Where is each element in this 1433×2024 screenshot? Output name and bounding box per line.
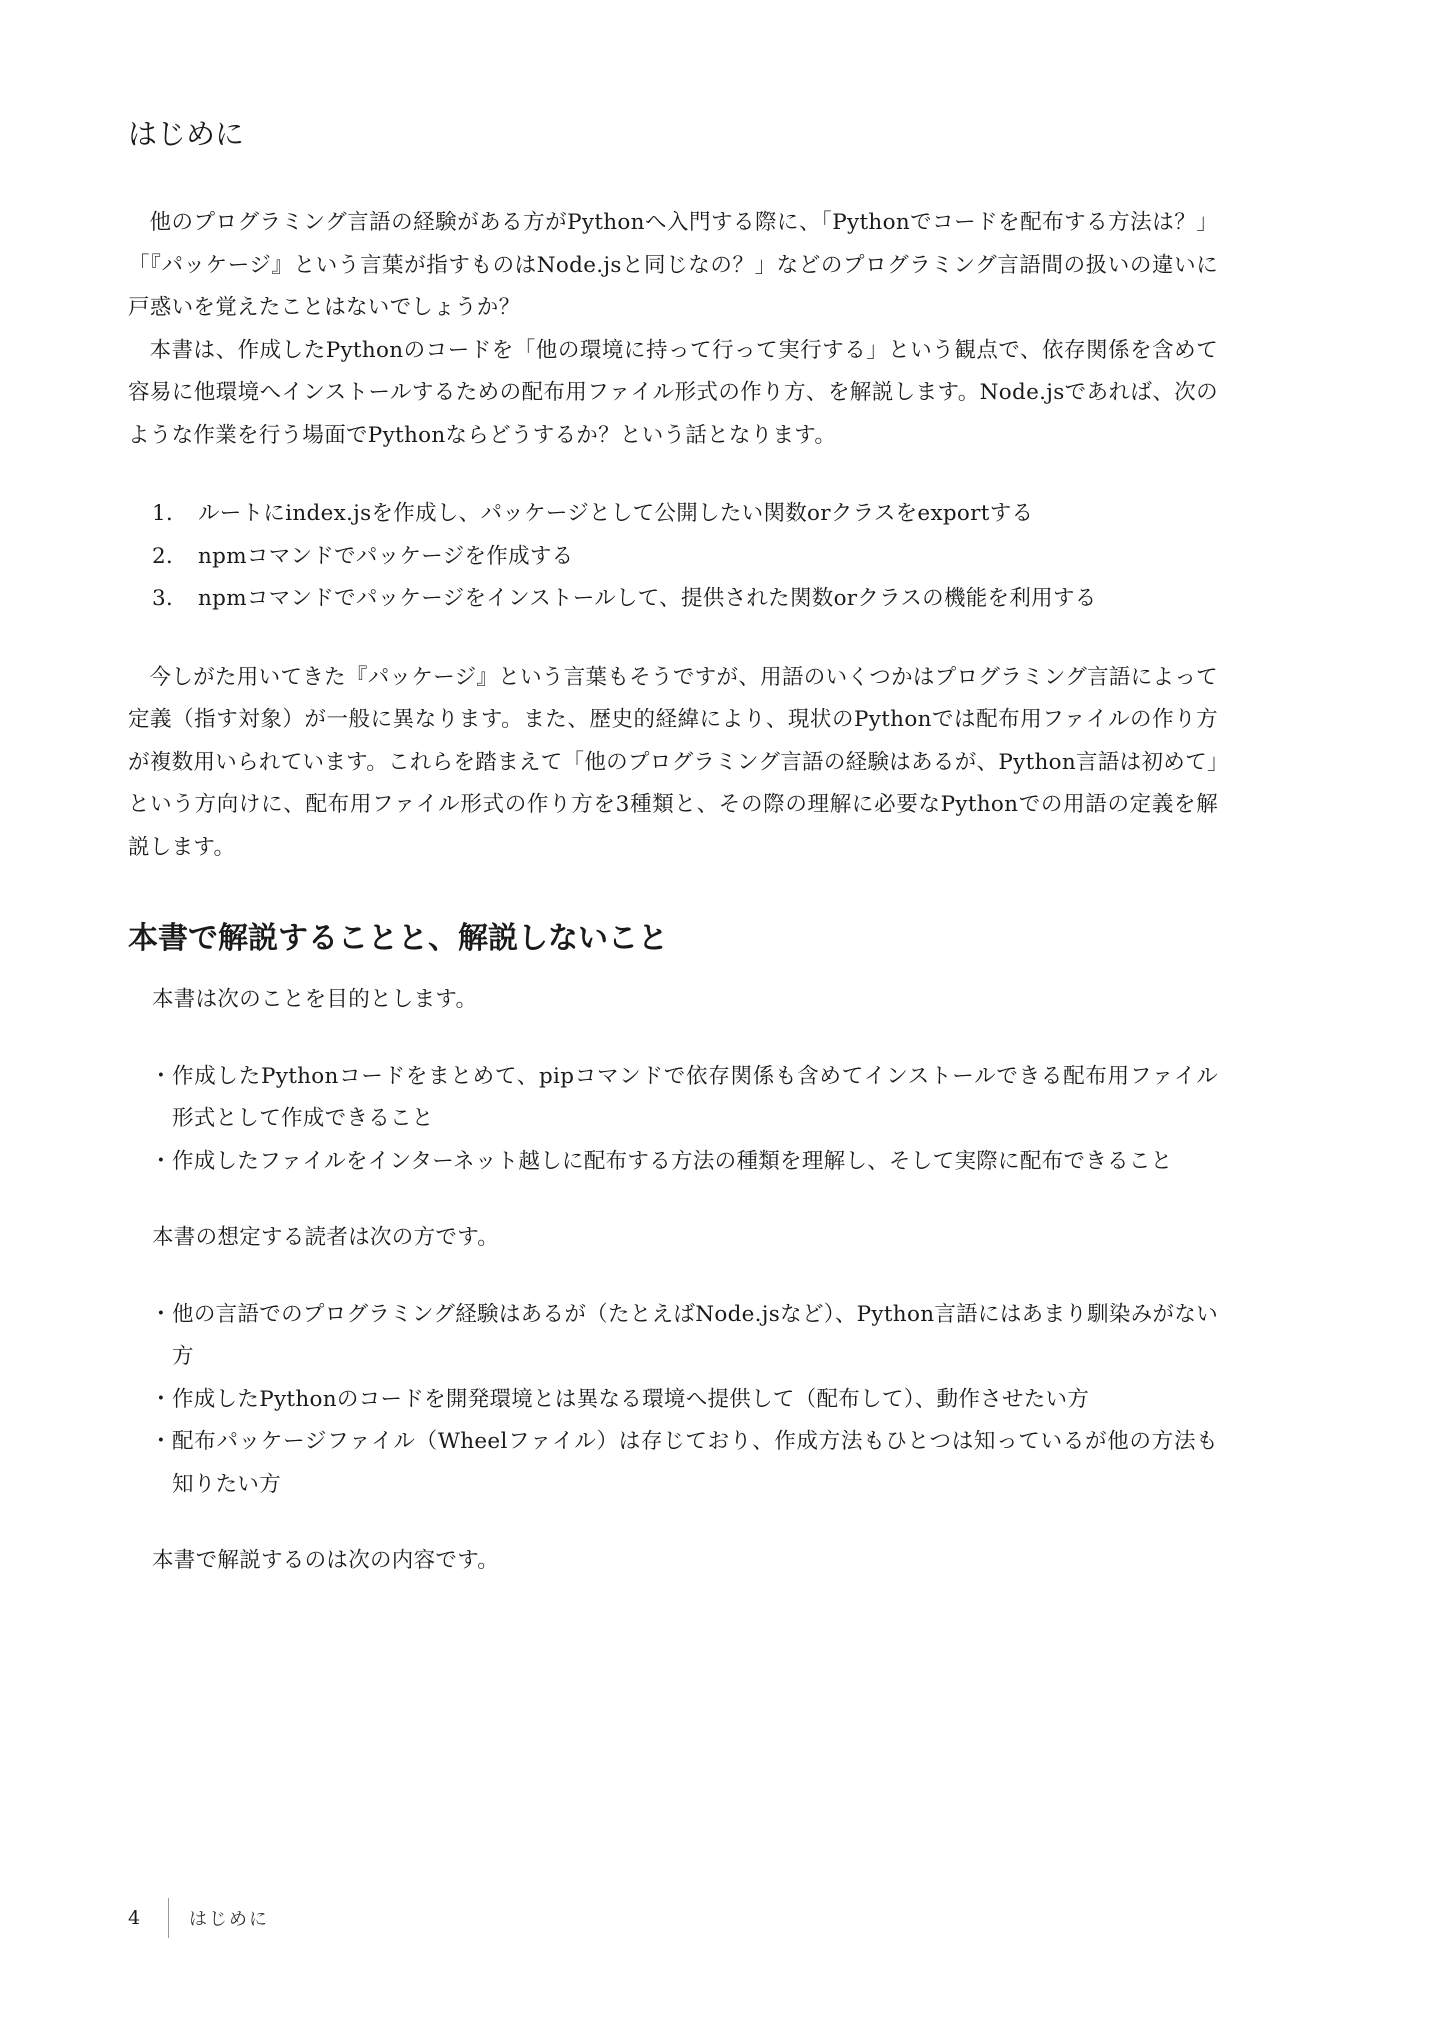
running-title: はじめに [189, 1909, 269, 1930]
readers-lead: 本書の想定する読者は次の方です。 [152, 1225, 500, 1250]
terms-paragraph: 今しがた用いてきた『パッケージ』という言葉もそうですが、用語のいくつかはプログラミング言語によって定義（指す対象）が一般に異なります。また、歴史的経緯により、現状のPythonでは配布用ファイルの作り方が複数用いられています。これらを踏まえて「他のプログラミング言語の経験はあるが、Python言語は初めて」という方向けに、配布用ファイル形式の作り方を3種類と、その際の理解に必要なPythonでの用語の定義を解説します。 [128, 664, 1218, 860]
step-text: ルートにindex.jsを作成し、パッケージとして公開したい関数orクラスをexportする [198, 501, 1034, 526]
step-text: npmコマンドでパッケージをインストールして、提供された関数orクラスの機能を利用する [198, 586, 1097, 611]
purpose-lead: 本書は次のことを目的とします。 [152, 987, 478, 1012]
intro-paragraph-2: 本書は、作成したPythonのコードを「他の環境に持って行って実行する」という観点で、依存関係を含めて容易に他環境へインストールするための配布用ファイル形式の作り方、を解説します。Node.jsであれば、次のような作業を行う場面でPythonならどうするか？という話となります。 [128, 337, 1218, 448]
list-item [152, 536, 1218, 579]
page-footer [128, 1898, 269, 1938]
section-title: 本書で解説することと、解説しないこと [128, 921, 668, 956]
readers-list [128, 1294, 1218, 1507]
bullet-mark: ・ [150, 1301, 172, 1327]
list-item [150, 1056, 1218, 1141]
list-item [152, 493, 1218, 536]
page-content [128, 112, 1218, 1583]
step-number: 1． [152, 501, 188, 526]
reader-text: 他の言語でのプログラミング経験はあるが（たとえばNode.jsなど）、Python言語にはあまり馴染みがない方 [172, 1301, 1218, 1369]
list-item [150, 1379, 1218, 1422]
purpose-text: 作成したファイルをインターネット越しに配布する方法の種類を理解し、そして実際に配布できること [172, 1148, 1173, 1174]
purpose-list [128, 1056, 1218, 1184]
bullet-mark: ・ [150, 1429, 172, 1454]
bullet-mark: ・ [150, 1386, 172, 1412]
list-item [152, 578, 1218, 621]
chapter-title: はじめに [128, 117, 245, 151]
list-item [150, 1141, 1218, 1184]
step-number: 3． [152, 586, 188, 611]
page-number: 4 [128, 1907, 141, 1929]
step-number: 2． [152, 543, 188, 569]
contents-lead: 本書で解説するのは次の内容です。 [152, 1548, 500, 1573]
list-item [150, 1294, 1218, 1379]
list-item [150, 1421, 1218, 1506]
reader-text: 配布パッケージファイル（Wheelファイル）は存じており、作成方法もひとつは知っているが他の方法も知りたい方 [172, 1429, 1218, 1497]
nodejs-steps-list [128, 493, 1218, 621]
purpose-text: 作成したPythonコードをまとめて、pipコマンドで依存関係も含めてインストールできる配布用ファイル形式として作成できること [172, 1063, 1218, 1131]
footer-divider [168, 1898, 169, 1938]
reader-text: 作成したPythonのコードを開発環境とは異なる環境へ提供して（配布して）、動作させたい方 [172, 1386, 1090, 1412]
intro-paragraph-1: 他のプログラミング言語の経験がある方がPythonへ入門する際に、「Pythonでコードを配布する方法は？」「『パッケージ』という言葉が指すものはNode.jsと同じなの？」などのプログラミング言語間の扱いの違いに戸惑いを覚えたことはないでしょうか？ [128, 210, 1218, 320]
bullet-mark: ・ [150, 1063, 172, 1089]
bullet-mark: ・ [150, 1148, 172, 1174]
step-text: npmコマンドでパッケージを作成する [198, 543, 574, 569]
